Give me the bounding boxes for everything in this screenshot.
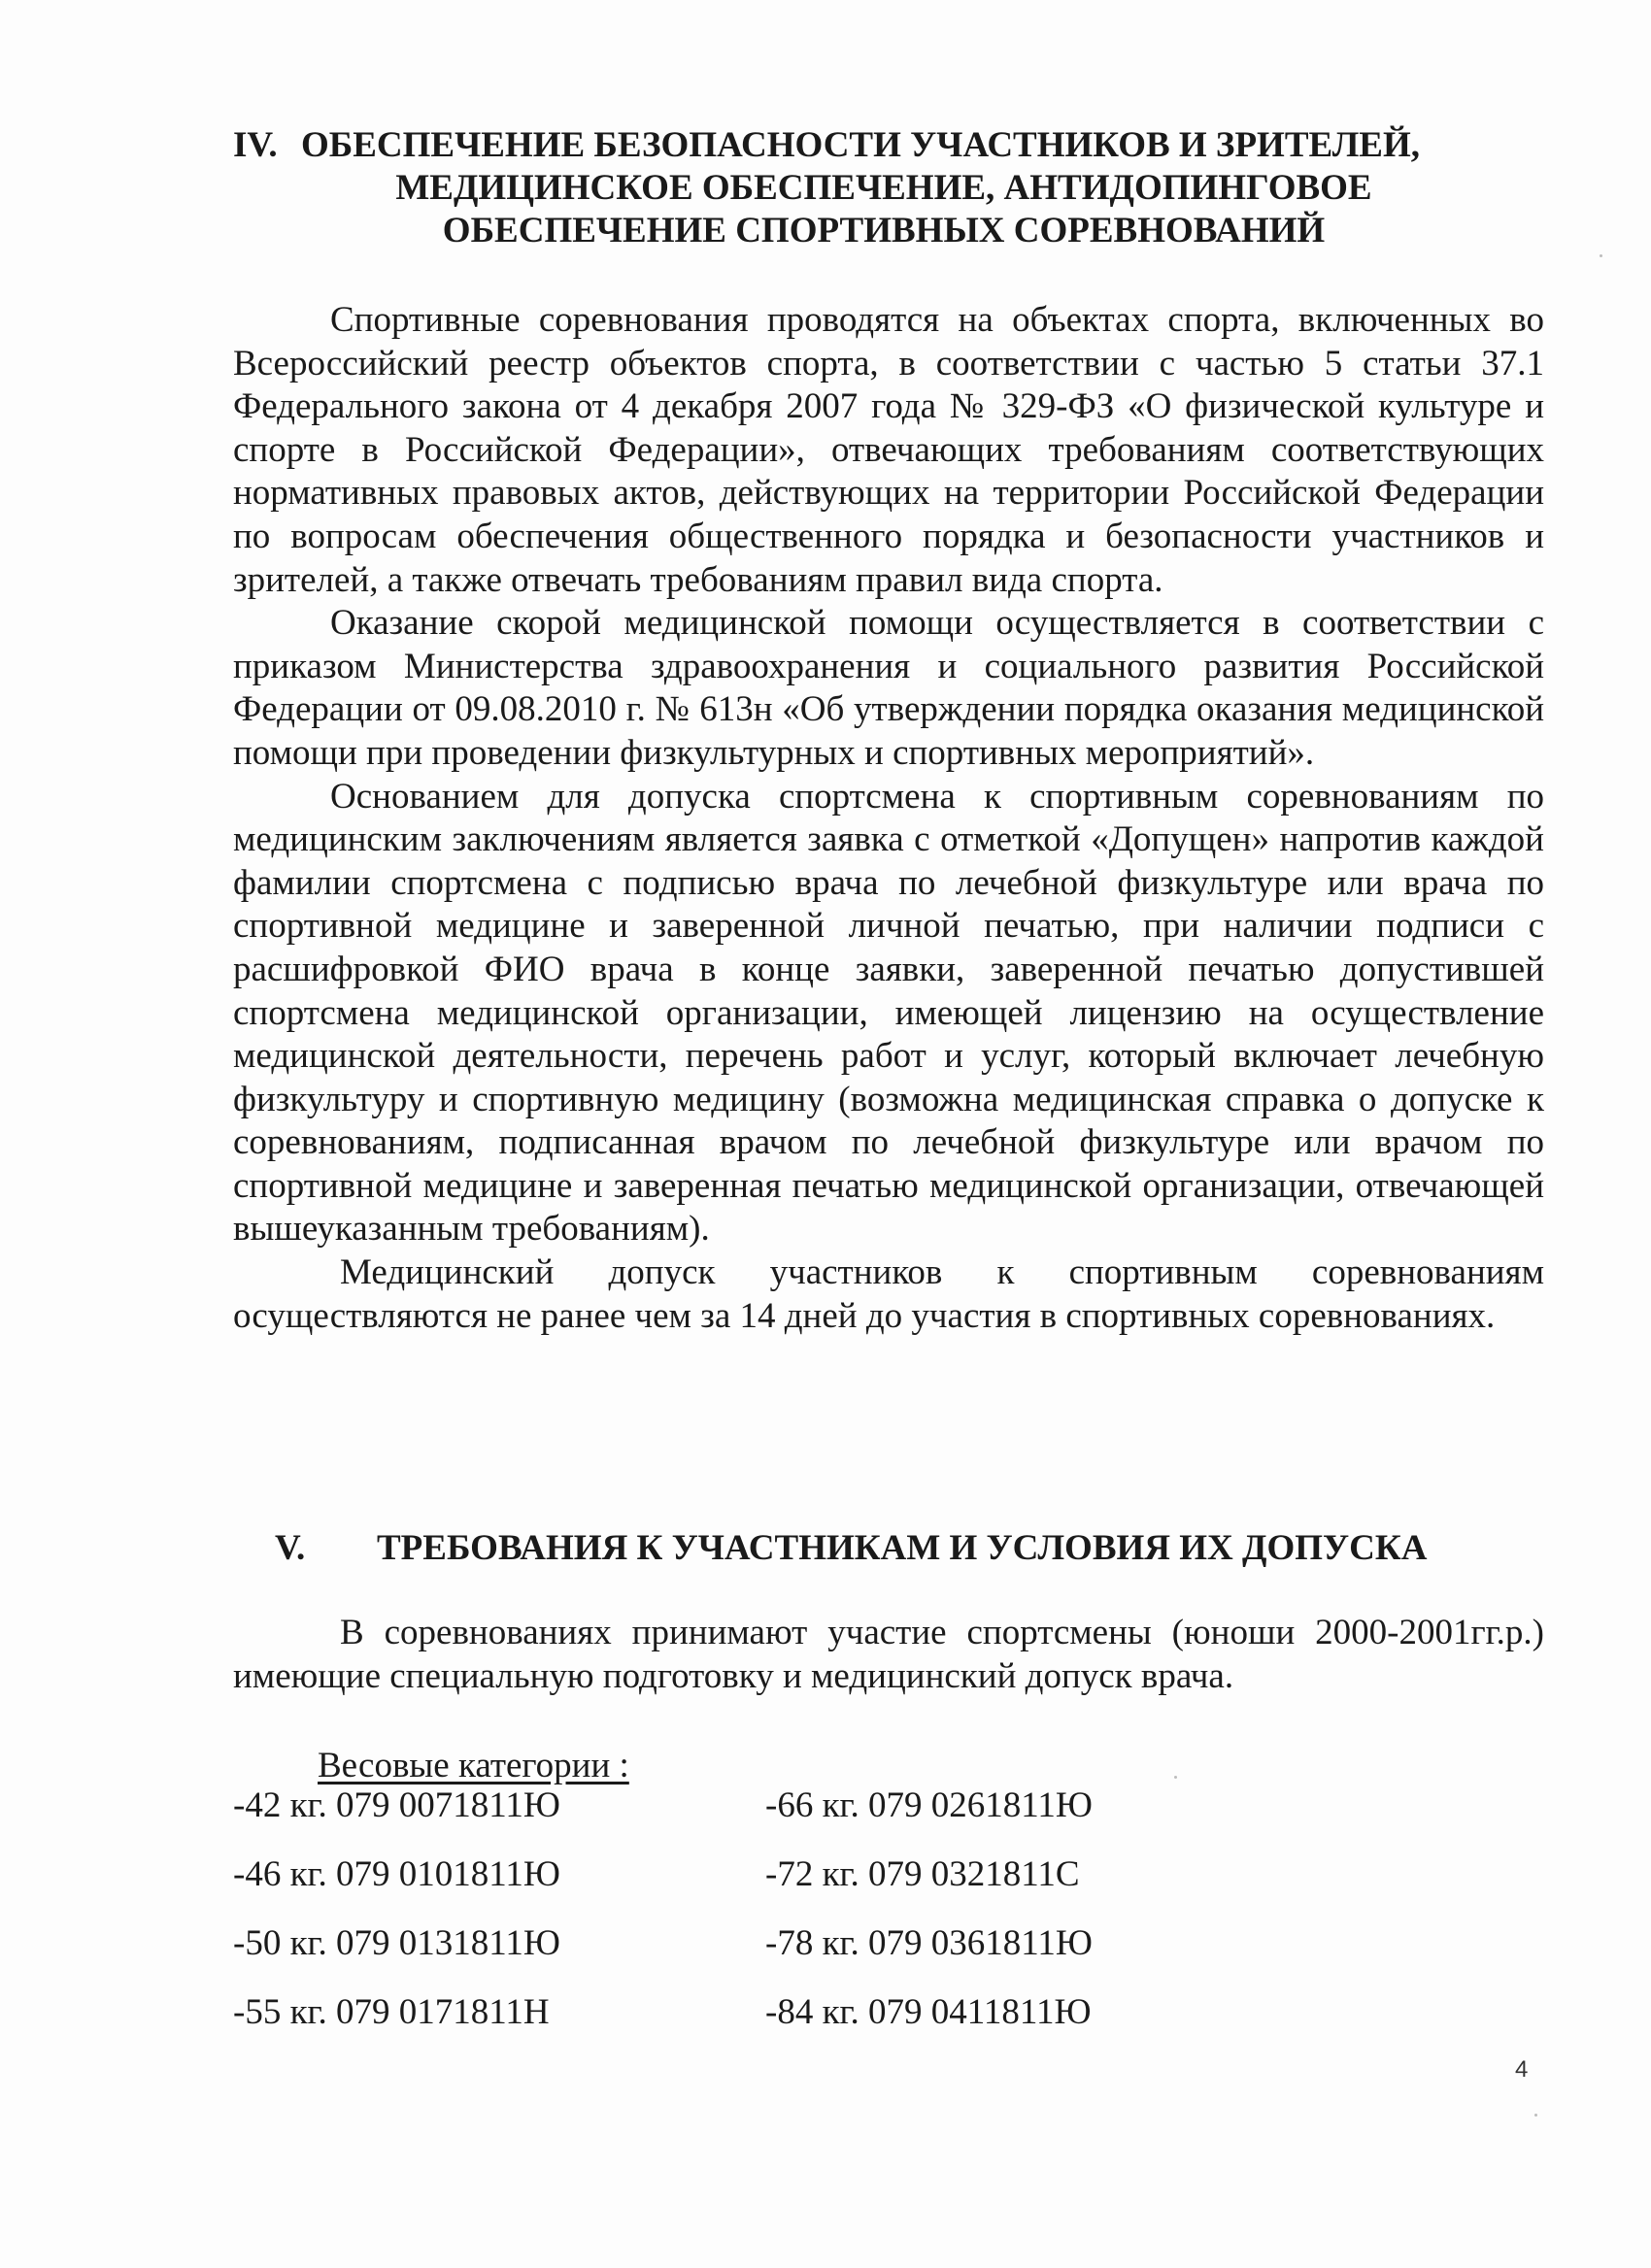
weight-categories-list — [233, 1784, 1204, 2060]
weight-category: -66 кг. 079 0261811Ю — [765, 1785, 1093, 1825]
paragraph: Медицинский допуск участников к спортивным соревнованиям осуществляются не ранее чем за 14 дней до участия в спортивных соревнованиях. — [233, 1252, 1544, 1336]
section-4-number: IV. — [233, 125, 278, 165]
weight-category: -72 кг. 079 0321811С — [765, 1854, 1080, 1894]
weight-row — [233, 1784, 1204, 1853]
weight-category: -55 кг. 079 0171811Н — [233, 1992, 550, 2032]
weight-category: -78 кг. 079 0361811Ю — [765, 1923, 1093, 1963]
scan-speck — [1534, 2114, 1537, 2117]
section-4-title-line: МЕДИЦИНСКОЕ ОБЕСПЕЧЕНИЕ, АНТИДОПИНГОВОЕ — [395, 168, 1372, 208]
section-5-title: ТРЕБОВАНИЯ К УЧАСТНИКАМ И УСЛОВИЯ ИХ ДОПУСКА — [377, 1528, 1428, 1568]
paragraph: Основанием для допуска спортсмена к спортивным соревнованиям по медицинским заключениям является заявка с отметкой «Допущен» напротив каждой фамилии спортсмена с подписью врача по лечебной физкультуре или врача по спортивной медицине и заверенной личной печатью, при наличии подписи с расшифровкой ФИО врача в конце заявки, заверенной печатью допустившей спортсмена медицинской организации, имеющей лицензию на осуществление медицинской деятельности, перечень работ и услуг, который включает лечебную физкультуру и спортивную медицину (возможна медицинская справка о допуске к соревнованиям, подписанная врачом по лечебной физкультуре или врачом по спортивной медицине и заверенная печатью медицинской организации, отвечающей вышеуказанным требованиям). — [233, 776, 1544, 1250]
section-4-body — [233, 299, 1544, 1338]
scan-speck — [1600, 254, 1602, 257]
scan-speck — [1174, 1776, 1177, 1779]
weight-row — [233, 1853, 1204, 1922]
section-4-heading — [233, 124, 1534, 252]
weight-category: -50 кг. 079 0131811Ю — [233, 1923, 560, 1963]
paragraph: Спортивные соревнования проводятся на объектах спорта, включенных во Всероссийский реестр объектов спорта, в соответствии с частью 5 статьи 37.1 Федерального закона от 4 декабря 2007 года № 329-ФЗ «О физической культуре и спорте в Российской Федерации», отвечающих требованиям соответствующих нормативных правовых актов, действующих на территории Российской Федерации по вопросам обеспечения общественного порядка и безопасности участников и зрителей, а также отвечать требованиям правил вида спорта. — [233, 300, 1544, 600]
paragraph: Оказание скорой медицинской помощи осуществляется в соответствии с приказом Министерства здравоохранения и социального развития Российской Федерации от 09.08.2010 г. № 613н «Об утверждении порядка оказания медицинской помощи при проведении физкультурных и спортивных мероприятий». — [233, 603, 1544, 773]
section-5-heading — [275, 1527, 1557, 1570]
weight-category: -42 кг. 079 0071811Ю — [233, 1785, 560, 1825]
weight-category: -46 кг. 079 0101811Ю — [233, 1854, 560, 1894]
section-4-title — [301, 124, 1534, 252]
weight-row — [233, 1922, 1204, 1991]
weight-category: -84 кг. 079 0411811Ю — [765, 1992, 1092, 2032]
page-number: 4 — [1515, 2056, 1529, 2083]
weight-categories-title: Весовые категории : — [318, 1746, 629, 1785]
section-4-title-line: ОБЕСПЕЧЕНИЕ БЕЗОПАСНОСТИ УЧАСТНИКОВ И ЗРИТЕЛЕЙ, — [301, 125, 1420, 165]
weight-row — [233, 1991, 1204, 2060]
section-5-paragraph: В соревнованиях принимают участие спортсмены (юноши 2000-2001гг.р.) имеющие специальную подготовку и медицинский допуск врача. — [233, 1613, 1544, 1696]
section-4-title-line: ОБЕСПЕЧЕНИЕ СПОРТИВНЫХ СОРЕВНОВАНИЙ — [442, 211, 1326, 250]
section-5-number: V. — [275, 1528, 306, 1568]
